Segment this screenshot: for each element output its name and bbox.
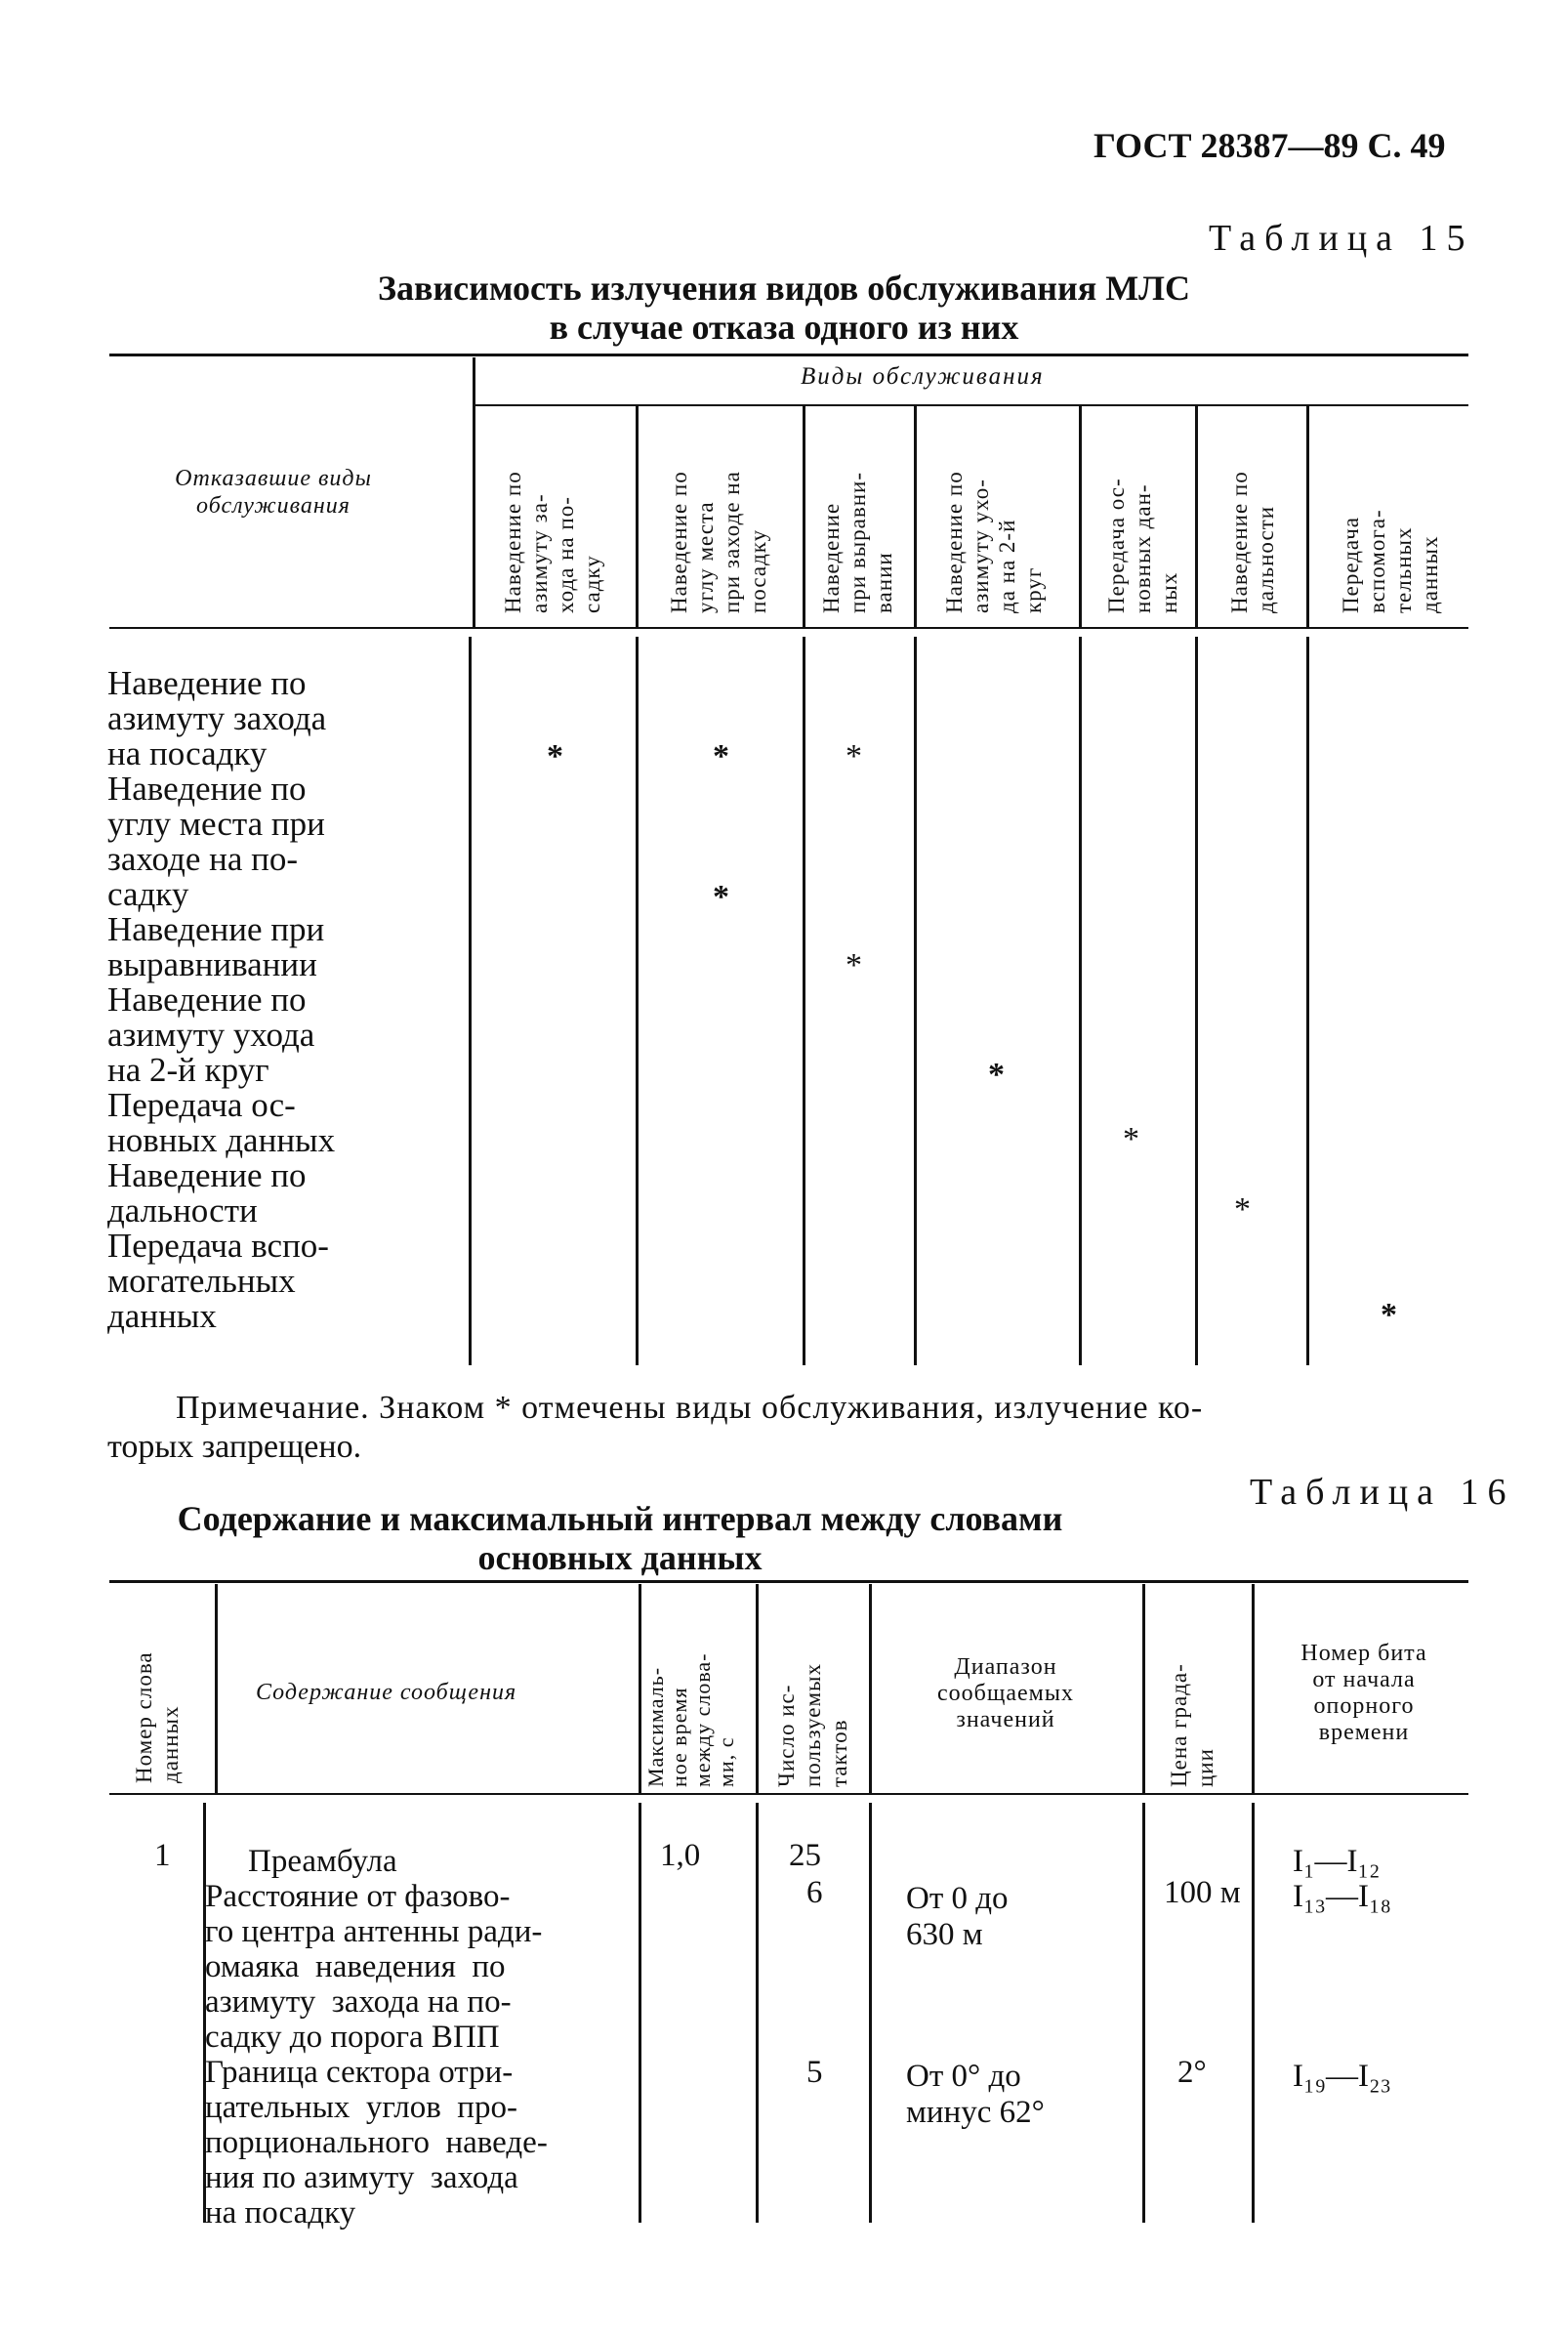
table15-note-line2: торых запрещено.	[107, 1429, 362, 1465]
table15-row-label-6: Наведение по дальности	[107, 1156, 307, 1230]
table16-row2-bits: 6	[806, 1875, 823, 1910]
table16-title-line2: основных данных	[477, 1538, 763, 1577]
table15-header-rule	[109, 627, 1468, 629]
table16-row3-content: Граница сектора отри- цательных углов про- порционального наведе- ния по азимуту захода на посадку	[205, 2055, 548, 2231]
table15-col-header-1: Наведение по азимуту за- хода на по- садку	[501, 471, 604, 613]
table16-row2-content: Расстояние от фазово- го центра антенны ради- омаяка наведения по азимуту захода на по- садку до порога ВПП	[205, 1879, 543, 2055]
table16-row2-scale: 100 м	[1164, 1875, 1241, 1910]
table16-header-content: Содержание сообщения	[256, 1680, 517, 1705]
table16-label: Таблица 16	[1250, 1472, 1515, 1513]
table16-header-bit-no: Номер бита от начала опорного времени	[1300, 1641, 1427, 1745]
table16-row2-bit-no: I₁₃—I₁₈	[1293, 1879, 1391, 1914]
table15-group-rule	[474, 404, 1468, 406]
table15-row-label-4: Наведение по азимуту ухода на 2-й круг	[107, 980, 315, 1089]
table15-row-label-1: Наведение по азимуту захода на посадку	[107, 664, 327, 772]
table15-mark-r2-c2: *	[713, 879, 729, 915]
table15-group-header: Виды обслуживания	[801, 363, 1045, 390]
table15-col-header-7: Передача вспомога- тельных данных	[1339, 509, 1442, 613]
table16-row1-bit-no: I₁—I₁₂	[1293, 1844, 1381, 1879]
table16-row3-bit-no: I₁₉—I₂₃	[1293, 2059, 1391, 2094]
table16-header-bits: Число ис- пользуемых тактов	[774, 1663, 851, 1787]
table16-row3-scale: 2°	[1177, 2055, 1207, 2090]
table15-col-header-6: Наведение по дальности	[1227, 471, 1278, 613]
table16-header-word-no: Номер слова данных	[132, 1651, 183, 1783]
table15-mark-r3-c3: *	[846, 947, 862, 983]
table16-row1-word-no: 1	[154, 1838, 171, 1873]
table16-header-rule	[109, 1793, 1468, 1795]
table15-row-label-3: Наведение при выравнивании	[107, 910, 325, 983]
table15-row-label-2: Наведение по углу места при заходе на по- садку	[107, 770, 325, 913]
table16-row1-bits: 25	[789, 1838, 821, 1873]
table15-top-rule	[109, 354, 1468, 356]
table16-row1-content: Преамбула	[248, 1844, 397, 1879]
table15-note-line1: Примечание. Знаком * отмечены виды обслуживания, излучение ко-	[176, 1390, 1204, 1426]
table15-mark-r6-c6: *	[1234, 1191, 1251, 1228]
table15-mark-r1-c3: *	[846, 738, 862, 774]
table15-row-label-7: Передача вспо- могательных данных	[107, 1227, 329, 1335]
table15-row-label-5: Передача ос- новных данных	[107, 1086, 336, 1159]
table15-col-header-4: Наведение по азимуту ухо- да на 2-й круг	[942, 471, 1046, 613]
table15-mark-r7-c7: *	[1381, 1297, 1397, 1333]
table16-header-scale: Цена града- ции	[1167, 1663, 1217, 1787]
table15-title-line2: в случае отказа одного из них	[549, 308, 1019, 347]
table16-row2-range: От 0 до 630 м	[906, 1881, 1009, 1952]
table16-header-max-time: Максималь- ное время между слова- ми, с	[643, 1652, 738, 1787]
table15-col-header-3: Наведение при выравни- вании	[819, 471, 896, 613]
table15-col-header-5: Передача ос- новных дан- ных	[1104, 478, 1181, 613]
page-reference: ГОСТ 28387—89 С. 49	[1093, 126, 1446, 165]
table16-row3-range: От 0° до минус 62°	[906, 2059, 1045, 2130]
table15-mark-r4-c4: *	[988, 1057, 1005, 1093]
table15-mark-r5-c5: *	[1123, 1121, 1139, 1157]
table15-mark-r1-c2: *	[713, 738, 729, 774]
table16-top-rule	[109, 1580, 1468, 1583]
table16-title-line1: Содержание и максимальный интервал между словами	[177, 1499, 1063, 1538]
table15-label: Таблица 15	[1209, 218, 1474, 259]
table15-mark-r1-c1: *	[547, 738, 563, 774]
table16-row3-bits: 5	[806, 2055, 823, 2090]
table15-col-header-2: Наведение по углу места при заходе на посадку	[667, 471, 770, 613]
table16-row1-max-time: 1,0	[660, 1838, 701, 1873]
table15-row-header: Отказавшие виды обслуживания	[175, 466, 372, 519]
table15-title-line1: Зависимость излучения видов обслуживания МЛС	[378, 269, 1190, 308]
table16-header-range: Диапазон сообщаемых значений	[937, 1654, 1074, 1732]
